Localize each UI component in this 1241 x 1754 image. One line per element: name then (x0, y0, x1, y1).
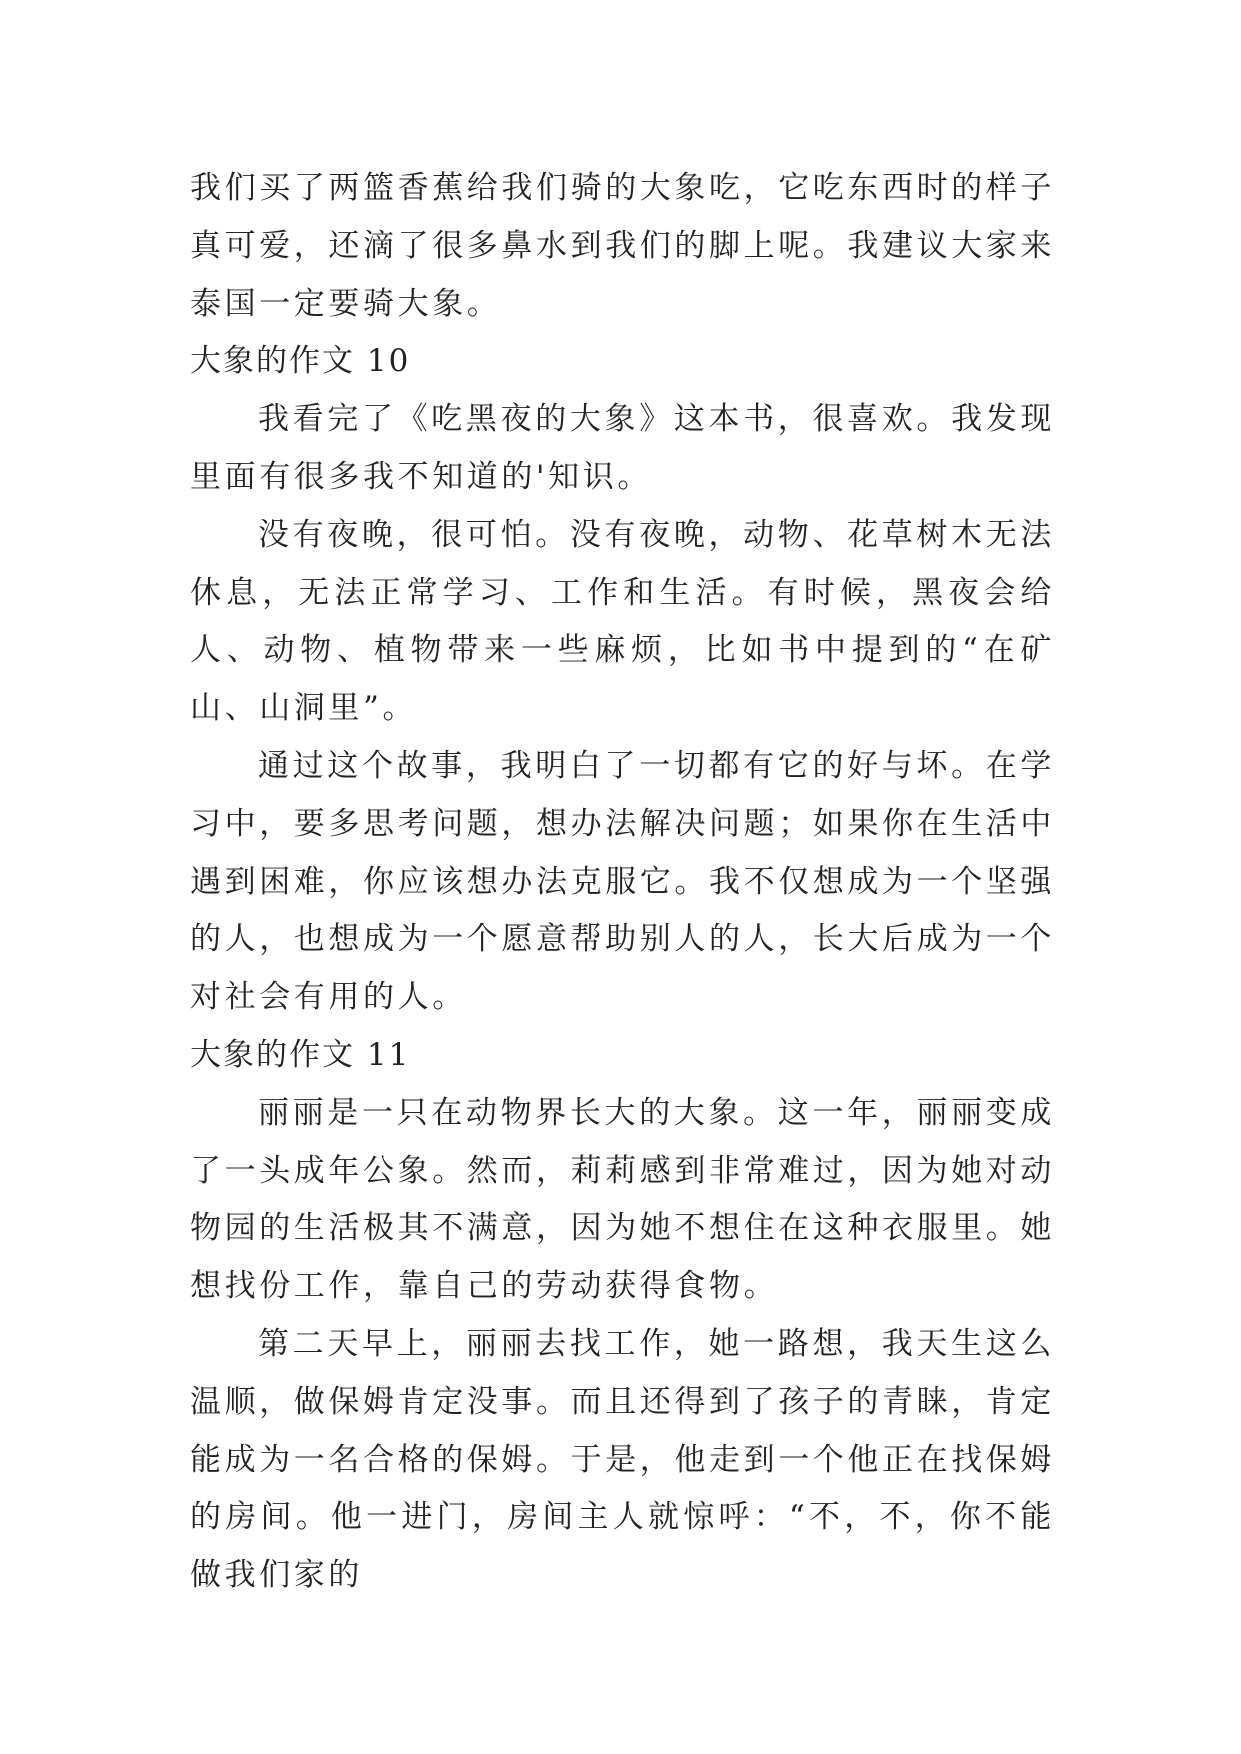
paragraph-lesson: 通过这个故事，我明白了一切都有它的好与坏。在学习中，要多思考问题，想办法解决问题；如果你在生活中遇到困难，你应该想办法克服它。我不仅想成为一个坚强的人，也想成为一个愿意帮助别人的人，长大后成为一个对社会有用的人。 (190, 747, 1055, 1016)
paragraph-elephant-ride: 我们买了两篮香蕉给我们骑的大象吃，它吃东西时的样子真可爱，还滴了很多鼻水到我们的脚上呢。我建议大家来泰国一定要骑大象。 (190, 170, 1055, 322)
essay-title-11: 大象的作文 11 (190, 1036, 411, 1073)
paragraph-lili-job: 第二天早上，丽丽去找工作，她一路想，我天生这么温顺，做保姆肯定没事。而且还得到了孩子的青睐，肯定能成为一名合格的保姆。于是，他走到一个他正在找保姆的房间。他一进门，房间主人就惊呼：“不，不，你不能做我们家的 (190, 1325, 1055, 1594)
document-body (190, 160, 1055, 1605)
paragraph-book-intro: 我看完了《吃黑夜的大象》这本书，很喜欢。我发现里面有很多我不知道的'知识。 (190, 401, 1055, 495)
paragraph-lili-intro: 丽丽是一只在动物界长大的大象。这一年，丽丽变成了一头成年公象。然而，莉莉感到非常难过，因为她对动物园的生活极其不满意，因为她不想住在这种衣服里。她想找份工作，靠自己的劳动获得食物。 (190, 1094, 1055, 1305)
essay-title-10: 大象的作文 10 (190, 343, 411, 380)
paragraph-no-night: 没有夜晚，很可怕。没有夜晚，动物、花草树木无法休息，无法正常学习、工作和生活。有时候，黑夜会给人、动物、植物带来一些麻烦，比如书中提到的“在矿山、山洞里”。 (190, 516, 1055, 727)
